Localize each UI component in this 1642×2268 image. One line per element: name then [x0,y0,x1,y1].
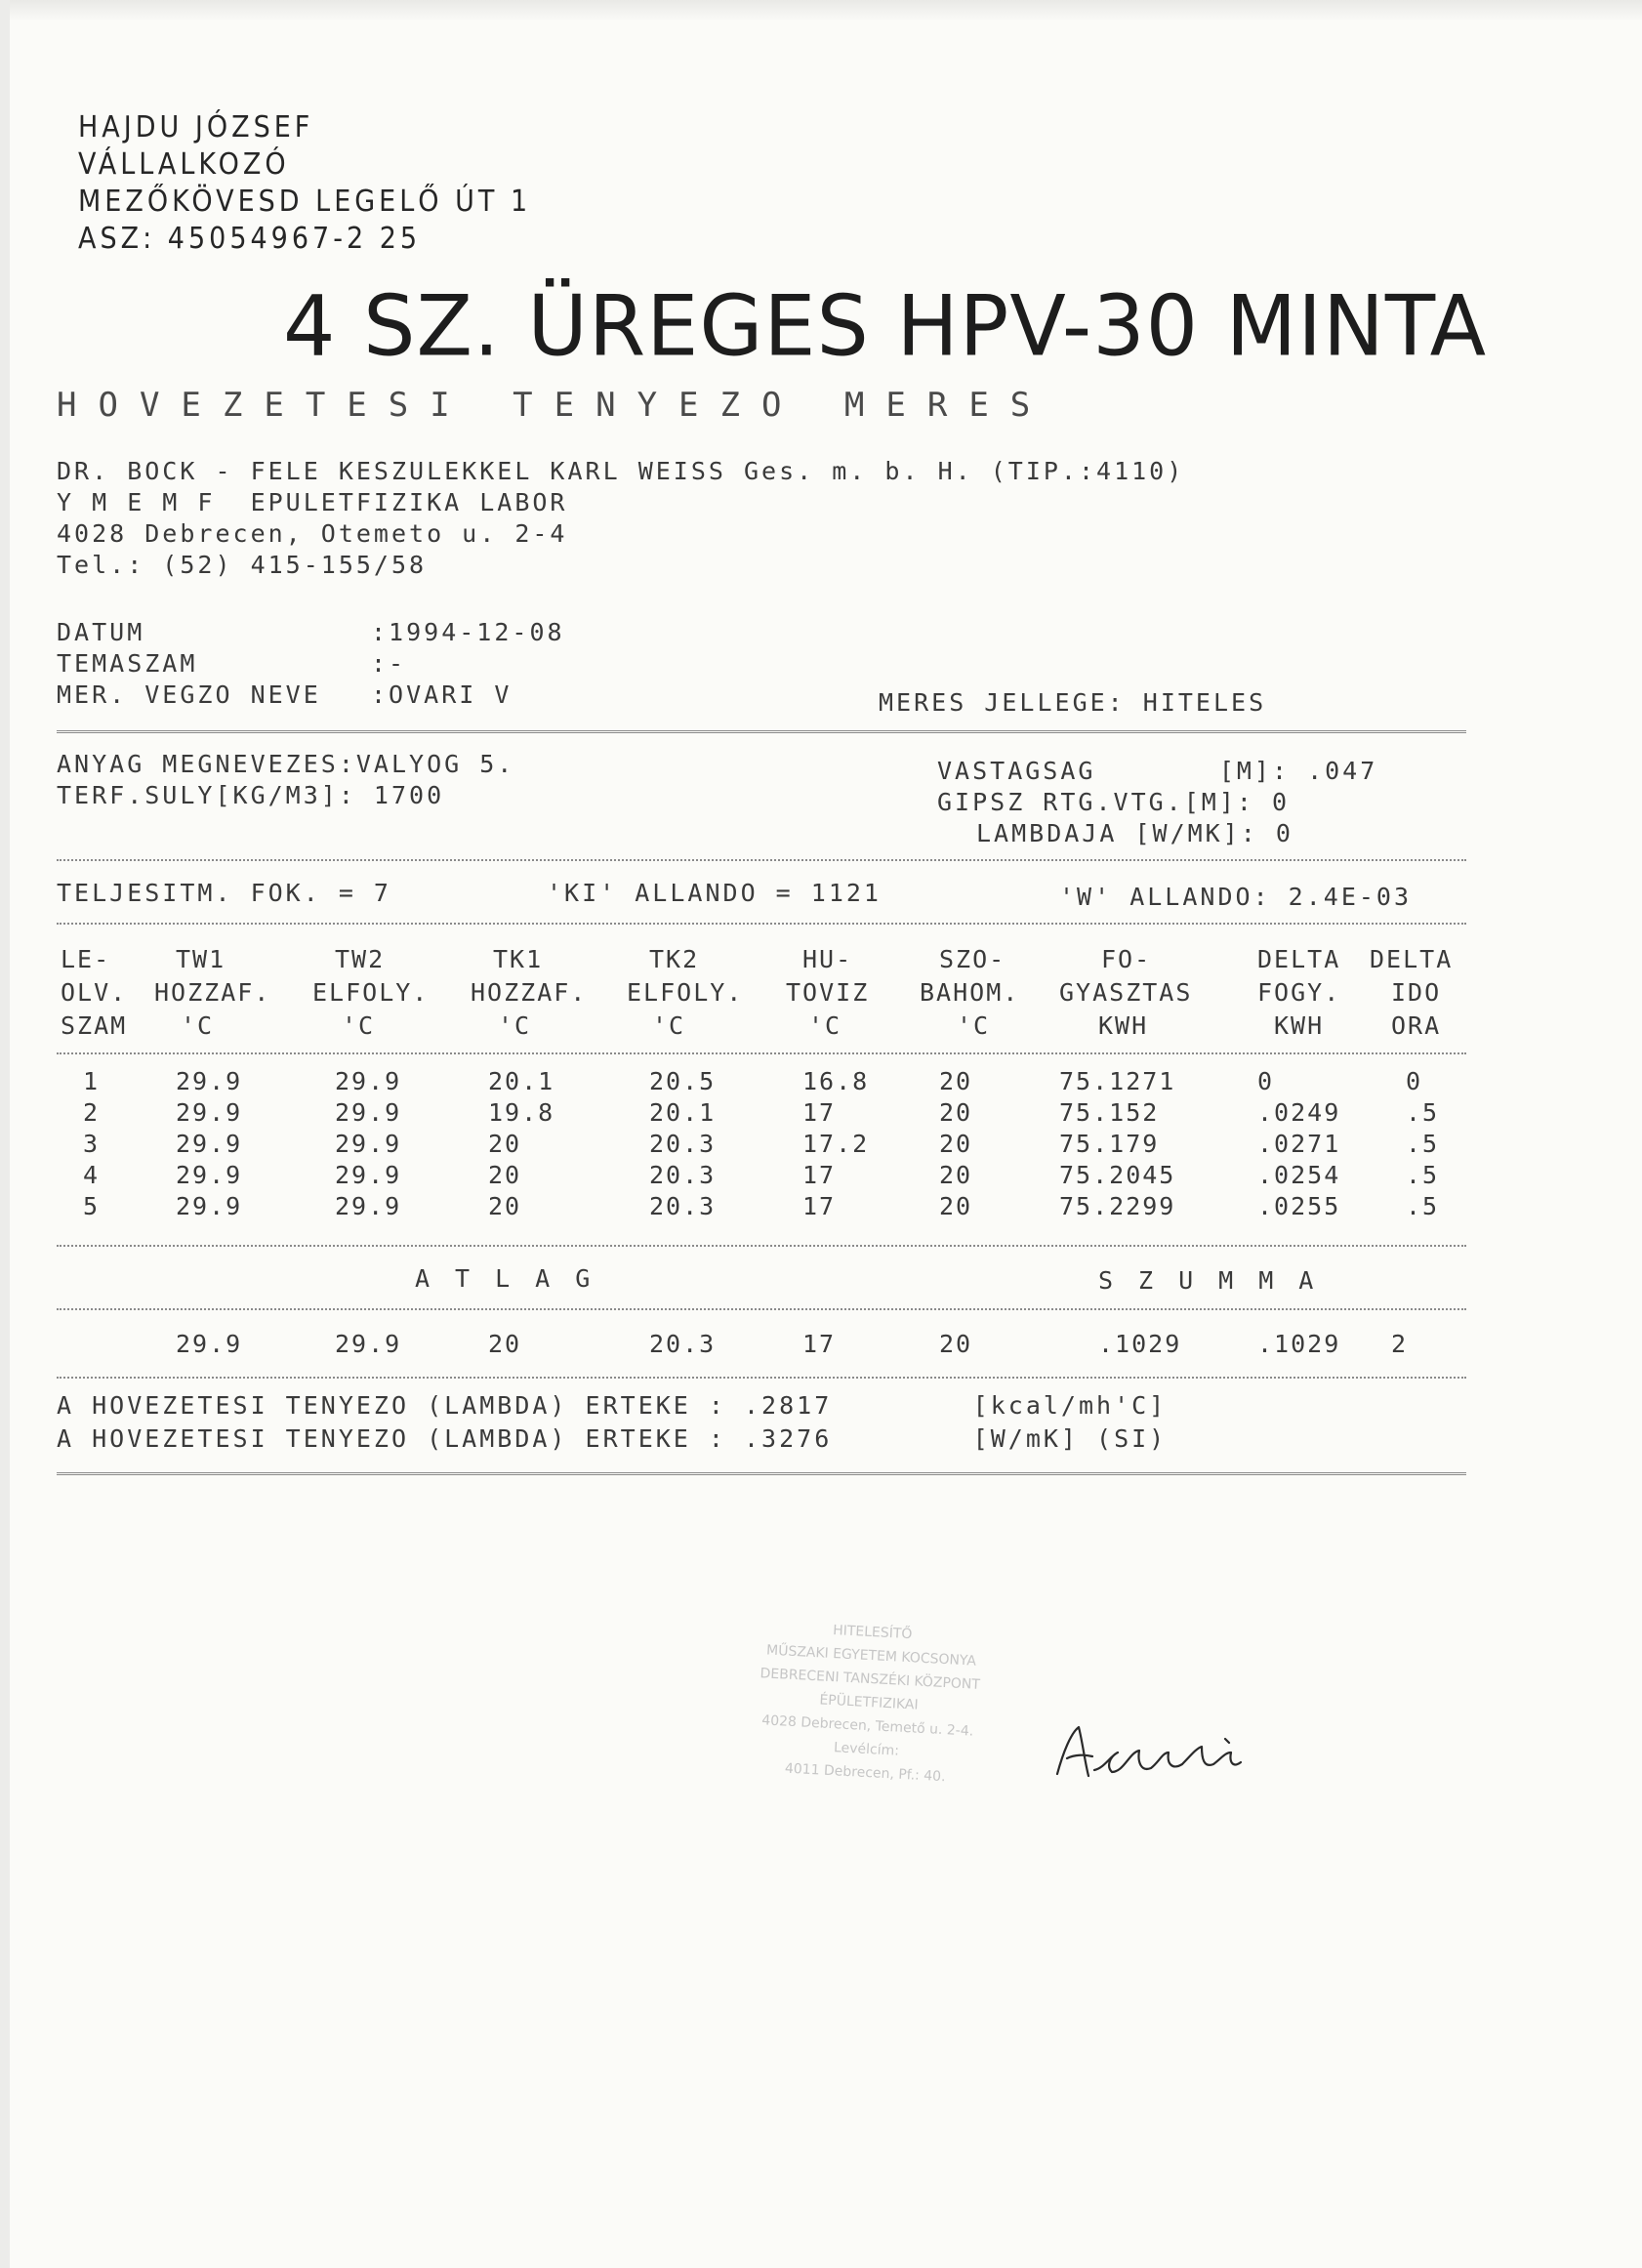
header-room-3: 'C [957,1011,991,1040]
cell-room: 20 [939,1161,973,1189]
cell-consumption: 75.2045 [1059,1161,1176,1189]
cell-tk1: 20 [488,1161,522,1189]
header-consumption-1: FO- [1101,945,1152,973]
cell-tk2: 20.3 [649,1130,717,1158]
cell-delta-time: .5 [1406,1130,1440,1158]
cell-room: 20 [939,1067,973,1095]
header-tk1-3: 'C [498,1011,532,1040]
cell-read: 2 [83,1098,101,1127]
header-tw1-1: TW1 [176,945,226,973]
result-kcal: A HOVEZETESI TENYEZO (LAMBDA) ERTEKE : .2817 [kcal/mh'C] [57,1391,1168,1420]
header-delta-time-3: ORA [1391,1011,1442,1040]
cell-tk2: 20.3 [649,1192,717,1220]
cell-tw2: 29.9 [335,1130,402,1158]
summary-room: 20 [939,1330,973,1358]
cell-delta-time: .5 [1406,1161,1440,1189]
stamp-line: ÉPÜLETFIZIKAI [819,1692,919,1713]
divider [57,1245,1466,1247]
lab-line-2: Y M E M F EPULETFIZIKA LABOR [57,488,568,516]
header-read-3: SZAM [61,1011,128,1040]
w-constant: 'W' ALLANDO: 2.4E-03 [1059,883,1413,911]
cell-read: 1 [83,1067,101,1095]
divider [57,923,1466,925]
header-tk1-2: HOZZAF. [471,978,588,1007]
datum-label: DATUM [57,618,145,646]
lab-line-1: DR. BOCK - FELE KESZULEKKEL KARL WEISS Ges. m. b. H. (TIP.:4110) [57,457,1185,485]
stamp-line: 4011 Debrecen, Pf.: 40. [784,1760,946,1786]
cell-tw2: 29.9 [335,1098,402,1127]
header-delta-consumption-1: DELTA [1257,945,1341,973]
cell-tw1: 29.9 [176,1192,243,1220]
meres-jellege: MERES JELLEGE: HITELES [879,688,1267,717]
cell-room: 20 [939,1130,973,1158]
cell-delta-consumption: .0254 [1257,1161,1341,1189]
header-tw1-3: 'C [181,1011,215,1040]
cell-tk1: 20 [488,1130,522,1158]
average-label: ATLAG [415,1264,616,1293]
header-consumption-2: GYASZTAS [1059,978,1193,1007]
header-cooling-3: 'C [808,1011,842,1040]
cell-tw1: 29.9 [176,1130,243,1158]
ki-constant: 'KI' ALLANDO = 1121 [547,879,882,907]
summary-tk1: 20 [488,1330,522,1358]
summary-consumption: .1029 [1098,1330,1182,1358]
cell-room: 20 [939,1098,973,1127]
header-tk2-1: TK2 [649,945,700,973]
power-level: TELJESITM. FOK. = 7 [57,879,391,907]
header-room-2: BAHOM. [920,978,1020,1007]
result-si: A HOVEZETESI TENYEZO (LAMBDA) ERTEKE : .3276 [W/mK] (SI) [57,1424,1168,1453]
divider [57,1377,1466,1379]
header-cooling-2: TOVIZ [786,978,870,1007]
material-thickness: VASTAGSAG [M]: .047 [937,757,1378,785]
sender-block [78,109,531,258]
stamp-line: 4028 Debrecen, Temető u. 2-4. [760,1712,974,1740]
stamp-line: DEBRECENI TANSZÉKI KÖZPONT [759,1666,981,1693]
lab-line-3: 4028 Debrecen, Otemeto u. 2-4 [57,519,568,548]
sender-name: HAJDU JÓZSEF [78,110,314,144]
cell-read: 3 [83,1130,101,1158]
cell-cooling: 16.8 [802,1067,870,1095]
header-tk2-3: 'C [652,1011,686,1040]
handwritten-signature [1049,1713,1274,1792]
cell-tw2: 29.9 [335,1192,402,1220]
header-delta-consumption-2: FOGY. [1257,978,1341,1007]
cell-cooling: 17 [802,1161,837,1189]
cell-read: 4 [83,1161,101,1189]
cell-consumption: 75.2299 [1059,1192,1176,1220]
vegzo-label: MER. VEGZO NEVE [57,680,321,709]
material-density: TERF.SULY[KG/M3]: 1700 [57,781,445,809]
sender-tax-id: ASZ: 45054967-2 25 [78,222,422,257]
header-tw1-2: HOZZAF. [154,978,271,1007]
datum-value: :1994-12-08 [371,618,565,646]
cell-tw1: 29.9 [176,1161,243,1189]
lab-line-4: Tel.: (52) 415-155/58 [57,551,428,579]
scan-edge-top [0,0,1642,21]
divider [57,1472,1466,1475]
cell-tk1: 19.8 [488,1098,555,1127]
cell-delta-consumption: .0271 [1257,1130,1341,1158]
header-cooling-1: HU- [802,945,853,973]
sender-address: MEZŐKÖVESD LEGELŐ ÚT 1 [78,185,532,219]
document-subtitle: HOVEZETESI TENYEZO MERES [57,386,1052,425]
cell-delta-consumption: .0249 [1257,1098,1341,1127]
summary-tw1: 29.9 [176,1330,243,1358]
header-room-1: SZO- [939,945,1006,973]
cell-room: 20 [939,1192,973,1220]
header-tw2-3: 'C [342,1011,376,1040]
header-tw2-2: ELFOLY. [312,978,430,1007]
divider [57,1052,1466,1054]
cell-tk2: 20.5 [649,1067,717,1095]
cell-tw2: 29.9 [335,1067,402,1095]
header-tw2-1: TW2 [335,945,386,973]
header-consumption-3: KWH [1098,1011,1149,1040]
header-delta-time-2: IDO [1391,978,1442,1007]
cell-consumption: 75.152 [1059,1098,1160,1127]
cell-tk1: 20.1 [488,1067,555,1095]
header-read-2: OLV. [61,978,128,1007]
scan-edge-left [0,0,10,2268]
cell-delta-time: .5 [1406,1192,1440,1220]
summary-delta-time: 2 [1391,1330,1409,1358]
header-tk1-1: TK1 [493,945,544,973]
stamp-line: MŰSZAKI EGYETEM KOCSONYA [765,1642,977,1670]
cell-delta-consumption: .0255 [1257,1192,1341,1220]
cell-tw1: 29.9 [176,1098,243,1127]
material-gypsum: GIPSZ RTG.VTG.[M]: 0 [937,788,1291,816]
cell-cooling: 17 [802,1192,837,1220]
temaszam-label: TEMASZAM [57,649,198,678]
summary-tk2: 20.3 [649,1330,717,1358]
cell-tk2: 20.1 [649,1098,717,1127]
cell-delta-time: 0 [1406,1067,1423,1095]
official-stamp [660,1610,1078,1795]
cell-consumption: 75.1271 [1059,1067,1176,1095]
summary-cooling: 17 [802,1330,837,1358]
header-tk2-2: ELFOLY. [627,978,744,1007]
document-title: 4 SZ. ÜREGES HPV-30 MINTA [283,277,1488,375]
cell-tw2: 29.9 [335,1161,402,1189]
summary-delta-consumption: .1029 [1257,1330,1341,1358]
cell-delta-time: .5 [1406,1098,1440,1127]
cell-delta-consumption: 0 [1257,1067,1275,1095]
stamp-line: HITELESÍTŐ [832,1622,913,1643]
vegzo-value: :OVARI V [371,680,513,709]
cell-tw1: 29.9 [176,1067,243,1095]
temaszam-value: :- [371,649,407,678]
material-name: ANYAG MEGNEVEZES:VALYOG 5. [57,750,515,778]
sender-role: VÁLLALKOZÓ [78,147,290,182]
cell-cooling: 17.2 [802,1130,870,1158]
cell-cooling: 17 [802,1098,837,1127]
stamp-line: Levélcím: [833,1740,900,1759]
cell-consumption: 75.179 [1059,1130,1160,1158]
cell-tk1: 20 [488,1192,522,1220]
header-delta-consumption-3: KWH [1274,1011,1325,1040]
summary-tw2: 29.9 [335,1330,402,1358]
divider [57,859,1466,861]
material-lambda: LAMBDAJA [W/MK]: 0 [976,819,1293,847]
divider [57,1308,1466,1310]
divider [57,730,1466,733]
cell-tk2: 20.3 [649,1161,717,1189]
header-read-1: LE- [61,945,111,973]
header-delta-time-1: DELTA [1370,945,1454,973]
sum-label: SZUMMA [1098,1266,1339,1295]
cell-read: 5 [83,1192,101,1220]
